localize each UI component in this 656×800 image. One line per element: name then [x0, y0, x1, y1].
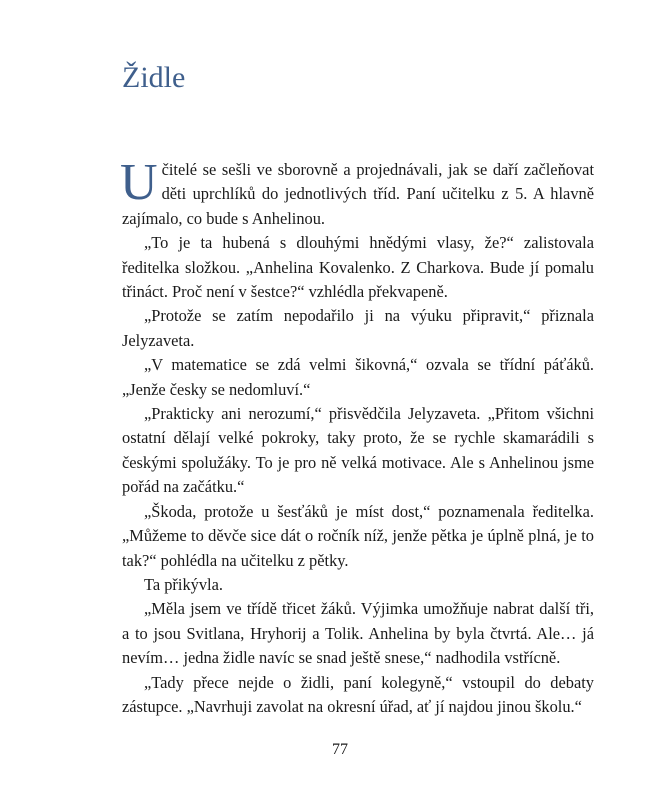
paragraph-1 — [120, 154, 594, 231]
paragraph-6: „Škoda, protože u šesťáků je míst dost,“ poznamenala ředitelka. „Můžeme to děvče sice dát o ročník níž, jenže pětka je úplně plná, je to tak?“ pohlédla na učitelku z pětky. — [122, 501, 594, 570]
paragraph-8: „Měla jsem ve třídě třicet žáků. Výjimka umožňuje nabrat další tři, a to jsou Svitlana, Hryhorij a Tolik. Anhelina by byla čtvrtá. Ale… já nevím… jedna židle navíc se snad ještě snese,“ nadhodila vstřícně. — [122, 599, 594, 668]
paragraph-5: „Prakticky ani nerozumí,“ přisvědčila Jelyzaveta. „Přitom všichni ostatní dělají velké pokroky, taky proto, že se rychle skamarádili s českými spolužáky. To je pro ně velká motivace. Ale s Anhelinou jsme pořád na začátku.“ — [122, 404, 594, 497]
body-text — [120, 154, 594, 719]
page-number: 77 — [332, 741, 348, 758]
paragraph-2: „To je ta hubená s dlouhými hnědými vlasy, že?“ zalistovala ředitelka složkou. „Anhelina Kovalenko. Z Charkova. Bude jí pomalu třináct. Proč není v šestce?“ vzhlédla překvapeně. — [122, 233, 594, 302]
paragraph-7: Ta přikývla. — [144, 574, 223, 594]
paragraph-1-text: čitelé se sešli ve sborovně a projednávali, jak se daří začleňovat děti uprchlíků do jednotlivých tříd. Paní učitelku z 5. A hlavně zajímalo, co bude s Anhelinou. — [122, 160, 594, 228]
drop-cap: U — [120, 154, 158, 211]
paragraph-4: „V matematice se zdá velmi šikovná,“ ozvala se třídní páťáků. „Jenže česky se nedomluví.“ — [122, 355, 594, 399]
paragraph-9: „Tady přece nejde o židli, paní kolegyně,“ vstoupil do debaty zástupce. „Navrhuji zavolat na okresní úřad, ať jí najdou jinou školu.“ — [122, 672, 594, 716]
chapter-title: Židle — [122, 61, 186, 94]
paragraph-3: „Protože se zatím nepodařilo ji na výuku připravit,“ přiznala Jelyzaveta. — [122, 306, 594, 350]
